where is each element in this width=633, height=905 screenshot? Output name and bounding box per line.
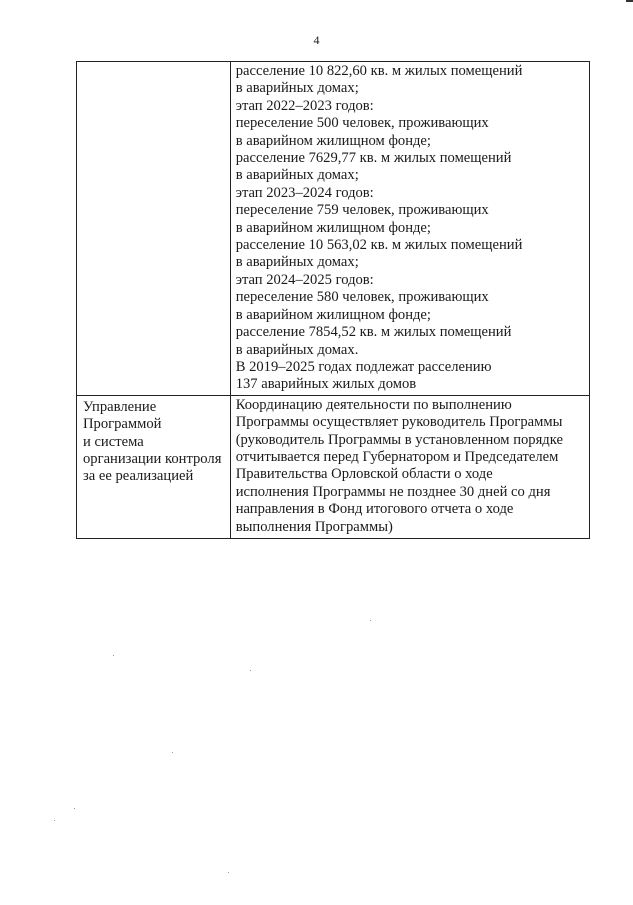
cell-text-line: расселение 10 563,02 кв. м жилых помещений xyxy=(235,237,523,254)
cell-text-line: расселение 7629,77 кв. м жилых помещений xyxy=(235,150,512,167)
cell-text-line: этап 2022–2023 годов: xyxy=(235,97,374,114)
cell-text-line: (руководитель Программы в установленном порядке xyxy=(235,431,563,448)
cell-text-line: 137 аварийных жилых домов xyxy=(235,376,417,393)
table-cell-content xyxy=(230,62,589,396)
scan-speck xyxy=(172,752,173,753)
cell-text-line: переселение 500 человек, проживающих xyxy=(235,115,489,132)
cell-label-line: и система xyxy=(83,433,144,450)
cell-label-line: организации контроля xyxy=(83,450,222,467)
cell-text-line: Правительства Орловской области о ходе xyxy=(235,466,493,483)
cell-text-line: отчитывается перед Губернатором и Председателем xyxy=(235,448,559,465)
table-cell-label xyxy=(77,62,231,396)
cell-text-line: в аварийном жилищном фонде; xyxy=(235,306,431,323)
page-number: 4 xyxy=(313,33,320,47)
cell-label-line: Управление xyxy=(83,398,157,415)
cell-label-line: за ее реализацией xyxy=(83,468,194,485)
scan-speck xyxy=(74,808,75,809)
cell-text-line: в аварийных домах. xyxy=(235,341,359,358)
cell-text-line: Программы осуществляет руководитель Программы xyxy=(235,414,563,431)
cell-text-line: расселение 7854,52 кв. м жилых помещений xyxy=(235,324,512,341)
cell-text-line: переселение 580 человек, проживающих xyxy=(235,289,489,306)
scan-corner-mark xyxy=(626,0,633,2)
cell-text-line: в аварийном жилищном фонде; xyxy=(235,219,431,236)
cell-text-line: Координацию деятельности по выполнению xyxy=(235,396,512,413)
cell-text-line: этап 2023–2024 годов: xyxy=(235,184,374,201)
cell-text-line: выполнения Программы) xyxy=(235,518,393,535)
cell-text-line: исполнения Программы не позднее 30 дней со дня xyxy=(235,483,551,500)
cell-label-line: Программой xyxy=(83,416,162,433)
cell-text-line: в аварийных домах; xyxy=(235,167,359,184)
cell-text-line: этап 2024–2025 годов: xyxy=(235,271,374,288)
cell-text-line: в аварийных домах; xyxy=(235,80,359,97)
cell-text-line: направления в Фонд итогового отчета о ходе xyxy=(235,501,514,518)
table-row xyxy=(77,62,590,396)
table-row xyxy=(77,395,590,538)
scan-speck xyxy=(113,655,114,656)
scan-speck xyxy=(250,670,251,671)
scan-speck xyxy=(228,872,229,873)
scan-speck xyxy=(54,820,55,821)
cell-text-line: в аварийных домах; xyxy=(235,254,359,271)
cell-text-line: В 2019–2025 годах подлежат расселению xyxy=(235,358,492,375)
cell-text-line: расселение 10 822,60 кв. м жилых помещений xyxy=(235,63,523,79)
table-cell-label xyxy=(77,395,231,538)
cell-text-line: переселение 759 человек, проживающих xyxy=(235,202,489,219)
cell-text-line: в аварийном жилищном фонде; xyxy=(235,132,431,149)
table-cell-content xyxy=(230,395,589,538)
program-passport-table xyxy=(76,61,590,539)
scan-speck xyxy=(370,620,371,621)
